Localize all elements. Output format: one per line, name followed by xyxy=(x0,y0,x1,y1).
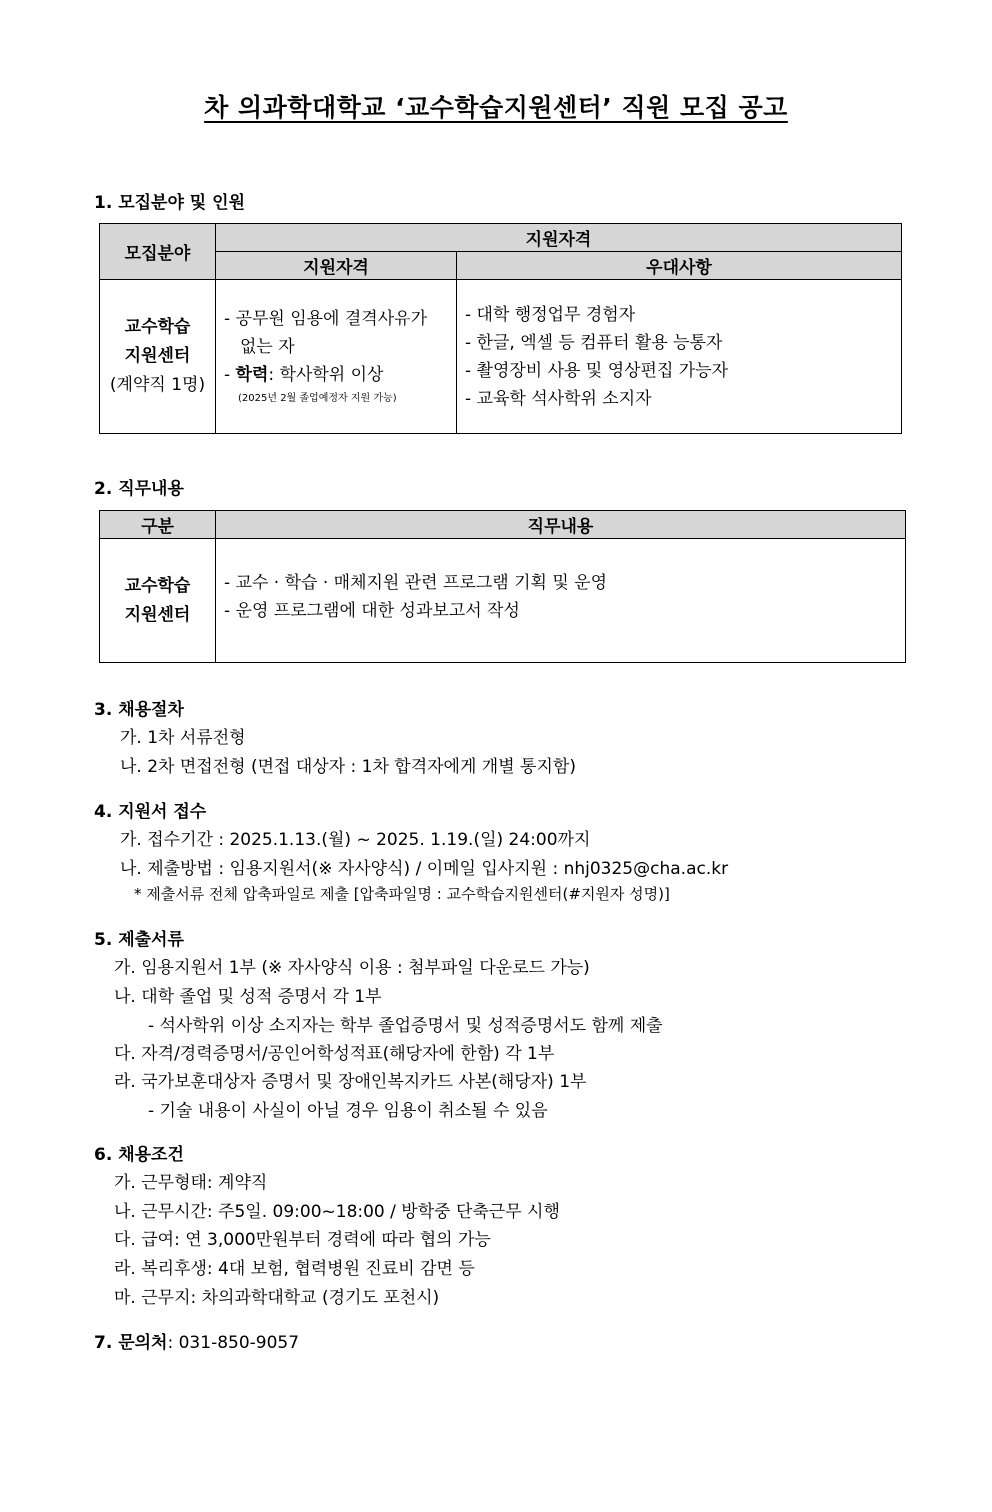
condition-item: 가. 근무형태: 계약직 xyxy=(114,1173,268,1193)
procedure-item: 나. 2차 면접전형 (면접 대상자 : 1차 합격자에게 개별 통지함) xyxy=(120,757,576,777)
field-cell: 교수학습 지원센터 (계약직 1명) xyxy=(100,280,216,434)
condition-item: 나. 근무시간: 주5일. 09:00~18:00 / 방학중 단축근무 시행 xyxy=(114,1202,560,1222)
qualification-cell: - 공무원 임용에 결격사유가 없는 자 - 학력: 학사학위 이상 (2025년 2월 졸업예정자 지원 가능) xyxy=(216,280,457,434)
graduation-note: (2025년 2월 졸업예정자 지원 가능) xyxy=(238,392,397,404)
header-qualification-sub: 지원자격 xyxy=(216,252,457,280)
duty-item: - 운영 프로그램에 대한 성과보고서 작성 xyxy=(224,601,520,621)
duty-table xyxy=(99,510,906,663)
document-item: 가. 임용지원서 1부 (※ 자사양식 이용 : 첨부파일 다운로드 가능) xyxy=(114,958,590,978)
header-field: 모집분야 xyxy=(100,224,216,280)
header-qualification: 지원자격 xyxy=(216,224,902,252)
preference-item: - 한글, 엑셀 등 컴퓨터 활용 능통자 xyxy=(465,332,723,353)
document-subitem: - 석사학위 이상 소지자는 학부 졸업증명서 및 성적증명서도 함께 제출 xyxy=(148,1016,663,1036)
document-item: 라. 국가보훈대상자 증명서 및 장애인복지카드 사본(해당자) 1부 xyxy=(114,1072,587,1092)
procedure-item: 가. 1차 서류전형 xyxy=(120,728,246,748)
header-division: 구분 xyxy=(100,511,216,539)
header-duty: 직무내용 xyxy=(216,511,906,539)
recruitment-table xyxy=(99,223,902,434)
page-title: 차 의과학대학교 ‘교수학습지원센터’ 직원 모집 공고 xyxy=(204,93,788,122)
division-cell: 교수학습 지원센터 xyxy=(100,539,216,663)
document-item: 다. 자격/경력증명서/공인어학성적표(해당자에 한함) 각 1부 xyxy=(114,1044,555,1064)
section-7-heading: 7. 문의처 xyxy=(94,1333,168,1353)
preference-item: - 촬영장비 사용 및 영상편집 가능자 xyxy=(465,360,729,381)
condition-item: 마. 근무지: 차의과학대학교 (경기도 포천시) xyxy=(114,1288,440,1308)
application-item: 가. 접수기간 : 2025.1.13.(월) ~ 2025. 1.19.(일) 24:00까지 xyxy=(120,830,591,850)
duty-item: - 교수 · 학습 · 매체지원 관련 프로그램 기획 및 운영 xyxy=(224,573,607,593)
section-5-heading: 5. 제출서류 xyxy=(94,930,184,950)
document-item: 나. 대학 졸업 및 성적 증명서 각 1부 xyxy=(114,987,382,1007)
duty-cell xyxy=(216,539,906,663)
section-2-heading: 2. 직무내용 xyxy=(94,479,184,499)
document-subitem: - 기술 내용이 사실이 아닐 경우 임용이 취소될 수 있음 xyxy=(148,1101,548,1121)
contact-line xyxy=(94,1328,299,1353)
education-requirement: - 학력: 학사학위 이상 xyxy=(224,364,384,385)
preference-item: - 교육학 석사학위 소지자 xyxy=(465,388,652,409)
section-1-heading: 1. 모집분야 및 인원 xyxy=(94,193,245,213)
preference-item: - 대학 행정업무 경험자 xyxy=(465,304,636,325)
submission-note: * 제출서류 전체 압축파일로 제출 [압축파일명 : 교수학습지원센터(#지원자 성명)] xyxy=(134,885,670,903)
condition-item: 다. 급여: 연 3,000만원부터 경력에 따라 협의 가능 xyxy=(114,1230,491,1250)
section-6-heading: 6. 채용조건 xyxy=(94,1145,184,1165)
application-item: 나. 제출방법 : 임용지원서(※ 자사양식) / 이메일 입사지원 : nhj0325@cha.ac.kr xyxy=(120,859,729,879)
section-3-heading: 3. 채용절차 xyxy=(94,700,184,720)
preference-cell xyxy=(457,280,902,434)
section-4-heading: 4. 지원서 접수 xyxy=(94,802,207,822)
condition-item: 라. 복리후생: 4대 보험, 협력병원 진료비 감면 등 xyxy=(114,1259,475,1279)
contact-phone: : 031-850-9057 xyxy=(167,1333,300,1353)
header-preference: 우대사항 xyxy=(457,252,902,280)
